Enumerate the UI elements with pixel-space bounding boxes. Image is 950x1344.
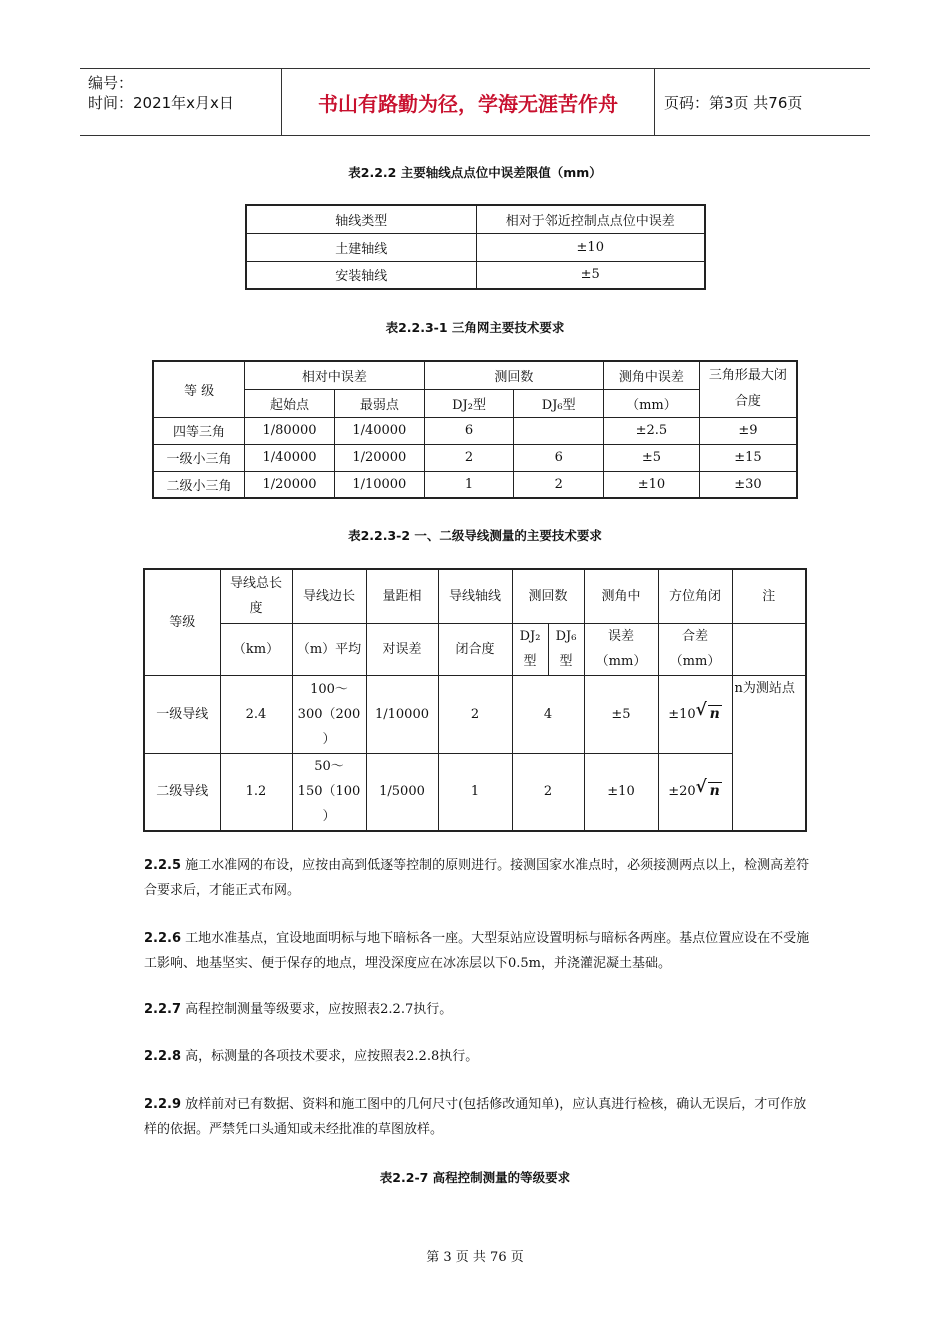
table-row — [144, 753, 806, 831]
azimuth-coef: ±20 — [668, 784, 696, 800]
header-motto: 书山有路勤为径，学海无涯苦作舟 — [282, 69, 655, 135]
table3-cell — [292, 753, 366, 831]
table2-caption: 表2.2.3-1 三角网主要技术要求 — [385, 320, 565, 335]
table3 — [143, 568, 807, 832]
clause-text: 施工水准网的布设，应按由高到低逐等控制的原则进行。接测国家水准点时，必须接测两点以上，检测高差符合要求后，才能正式布网。 — [144, 858, 810, 898]
table3-header-angle-unit — [584, 623, 658, 675]
table2-cell: ±2.5 — [604, 417, 700, 444]
clause-number: 2.2.9 — [144, 1097, 182, 1112]
table4-caption: 表2.2-7 高程控制测量的等级要求 — [379, 1170, 571, 1185]
table1-header-cell: 轴线类型 — [246, 205, 476, 233]
table3-header-side-unit: （m）平均 — [292, 623, 366, 675]
table2-header-relative-error: 相对中误差 — [245, 361, 425, 389]
table3-cell: 1 — [438, 753, 512, 831]
table3-header-note-blank — [732, 623, 806, 675]
table-row — [144, 675, 806, 753]
table2-cell: 1/20000 — [245, 471, 335, 498]
clause-number: 2.2.5 — [144, 858, 182, 873]
table3-header-distance: 量距相 — [366, 569, 438, 623]
table3-header-length-line1: 导线总长 — [229, 576, 282, 592]
table1-cell: ±10 — [476, 233, 705, 261]
table3-cell-azimuth — [658, 675, 732, 753]
table2-header-triangle-line1: 三角形最大闭 — [708, 368, 787, 384]
table2-cell: ±15 — [699, 444, 797, 471]
clause-text: 高程控制测量等级要求，应按照表2.2.7执行。 — [185, 1002, 453, 1017]
table2-cell: 1 — [424, 471, 514, 498]
table3-header-angle-line3: （mm） — [595, 654, 647, 669]
clause-text: 放样前对已有数据、资料和施工图中的几何尺寸(包括修改通知单)，应认真进行检核，确认无误后，才可作放样的依据。严禁凭口头通知或未经批准的草图放样。 — [144, 1097, 807, 1137]
table2 — [152, 360, 798, 499]
table3-cell: 1/5000 — [366, 753, 438, 831]
table1-cell: ±5 — [476, 261, 705, 289]
table3-cell: 2 — [438, 675, 512, 753]
table1 — [245, 204, 706, 290]
table2-cell: ±10 — [604, 471, 700, 498]
table3-header-distance-line2: 对误差 — [366, 623, 438, 675]
clause-number: 2.2.8 — [144, 1049, 182, 1064]
table3-side-line: 300（200 — [297, 706, 361, 722]
table3-cell: ±10 — [584, 753, 658, 831]
azimuth-coef: ±10 — [668, 706, 696, 722]
table2-header-dj2: DJ₂型 — [424, 389, 514, 417]
table3-cell: 一级导线 — [144, 675, 220, 753]
table3-header-grade: 等级 — [144, 569, 220, 675]
clause-number: 2.2.6 — [144, 931, 182, 946]
table3-cell: 二级导线 — [144, 753, 220, 831]
table2-cell: 四等三角 — [153, 417, 245, 444]
table3-header-length-line2: 度 — [249, 601, 263, 617]
table3-header-dj6-line1: DJ₆ — [555, 629, 577, 644]
table2-header-start: 起始点 — [245, 389, 335, 417]
time-label: 时间：2021年x月x日 — [88, 94, 234, 112]
table3-header-dj6-line2: 型 — [559, 654, 573, 669]
table-row — [153, 444, 797, 471]
table3-header-count: 测回数 — [512, 569, 584, 623]
table3-cell: 2 — [512, 753, 584, 831]
table3-header-axis: 导线轴线 — [438, 569, 512, 623]
table2-cell: 6 — [424, 417, 514, 444]
table2-cell: 1/40000 — [245, 444, 335, 471]
table2-header-triangle-line2: 合度 — [734, 394, 761, 410]
clause-number: 2.2.7 — [144, 1002, 182, 1017]
table1-header-cell: 相对于邻近控制点点位中误差 — [476, 205, 705, 233]
table3-cell: ±5 — [584, 675, 658, 753]
table3-side-line: 100～ — [310, 681, 348, 697]
table2-cell — [514, 417, 604, 444]
table3-header-angle: 测角中 — [584, 569, 658, 623]
table1-caption: 表2.2.2 主要轴线点点位中误差限值（mm） — [348, 165, 602, 180]
table1-cell: 土建轴线 — [246, 233, 476, 261]
table3-header-dj2-line2: 型 — [523, 654, 537, 669]
table3-header-length-unit: （km） — [220, 623, 292, 675]
table1-cell: 安装轴线 — [246, 261, 476, 289]
table3-header-dj2-line1: DJ₂ — [519, 629, 541, 644]
table2-cell: ±5 — [604, 444, 700, 471]
table-row — [153, 417, 797, 444]
table3-caption: 表2.2.3-2 一、二级导线测量的主要技术要求 — [348, 528, 602, 543]
paragraph-2-2-6 — [144, 926, 812, 976]
table3-header-dj2 — [512, 623, 548, 675]
table2-header-angle-error: 测角中误差 — [604, 361, 700, 389]
table3-side-line: 150（100 — [297, 784, 361, 800]
paragraph-2-2-7 — [144, 997, 812, 1022]
table3-header-side: 导线边长 — [292, 569, 366, 623]
sqrt-radicand: n — [709, 705, 720, 722]
table3-cell: 1/10000 — [366, 675, 438, 753]
table3-cell — [292, 675, 366, 753]
table3-side-line: 50～ — [314, 759, 344, 775]
page-header — [80, 68, 870, 136]
table2-cell: 二级小三角 — [153, 471, 245, 498]
table3-side-line: ） — [322, 731, 336, 747]
table2-cell: ±30 — [699, 471, 797, 498]
table3-header-note: 注 — [732, 569, 806, 623]
paragraph-2-2-9 — [144, 1092, 812, 1142]
sqrt-icon — [696, 779, 722, 804]
table3-header-azimuth-line2: 合差 — [681, 629, 708, 644]
table3-header-angle-line2: 误差 — [607, 629, 634, 644]
table2-header-mm: （mm） — [604, 389, 700, 417]
table2-cell: 1/10000 — [334, 471, 424, 498]
table3-header-axis-line2: 闭合度 — [438, 623, 512, 675]
table3-cell-azimuth — [658, 753, 732, 831]
table2-cell: 2 — [424, 444, 514, 471]
sqrt-icon — [696, 702, 722, 727]
table3-note-cell: n为测站点 — [732, 675, 806, 831]
table-row — [153, 471, 797, 498]
table3-cell: 4 — [512, 675, 584, 753]
table3-header-azimuth: 方位角闭 — [658, 569, 732, 623]
header-meta — [80, 69, 282, 135]
table2-header-dj6: DJ₆型 — [514, 389, 604, 417]
table3-header-azimuth-line3: （mm） — [669, 654, 721, 669]
table2-cell: 1/40000 — [334, 417, 424, 444]
paragraph-2-2-5 — [144, 853, 812, 903]
table2-cell: 1/20000 — [334, 444, 424, 471]
table2-cell: ±9 — [699, 417, 797, 444]
table3-header-length — [220, 569, 292, 623]
clause-text: 高，标测量的各项技术要求，应按照表2.2.8执行。 — [185, 1049, 479, 1064]
table2-header-grade: 等 级 — [153, 361, 245, 417]
table2-cell: 1/80000 — [245, 417, 335, 444]
header-page-label: 页码：第3页 共76页 — [664, 93, 803, 112]
sqrt-radicand: n — [709, 783, 720, 800]
table3-side-line: ） — [322, 809, 336, 825]
paragraph-2-2-8 — [144, 1044, 812, 1069]
table2-header-triangle — [699, 361, 797, 417]
table2-cell: 6 — [514, 444, 604, 471]
table2-cell: 2 — [514, 471, 604, 498]
table2-cell: 一级小三角 — [153, 444, 245, 471]
number-label: 编号： — [88, 74, 134, 92]
table3-header-azimuth-unit — [658, 623, 732, 675]
clause-text: 工地水准基点，宜设地面明标与地下暗标各一座。大型泵站应设置明标与暗标各两座。基点位置应设在不受施工影响、地基坚实、便于保存的地点，埋没深度应在冰冻层以下0.5m，并浇灌泥凝土基础。 — [144, 931, 810, 971]
table3-cell: 2.4 — [220, 675, 292, 753]
table3-cell: 1.2 — [220, 753, 292, 831]
table2-header-count: 测回数 — [424, 361, 603, 389]
table2-header-weak: 最弱点 — [334, 389, 424, 417]
table3-header-dj6 — [548, 623, 584, 675]
page-footer: 第 3 页 共 76 页 — [426, 1250, 524, 1265]
